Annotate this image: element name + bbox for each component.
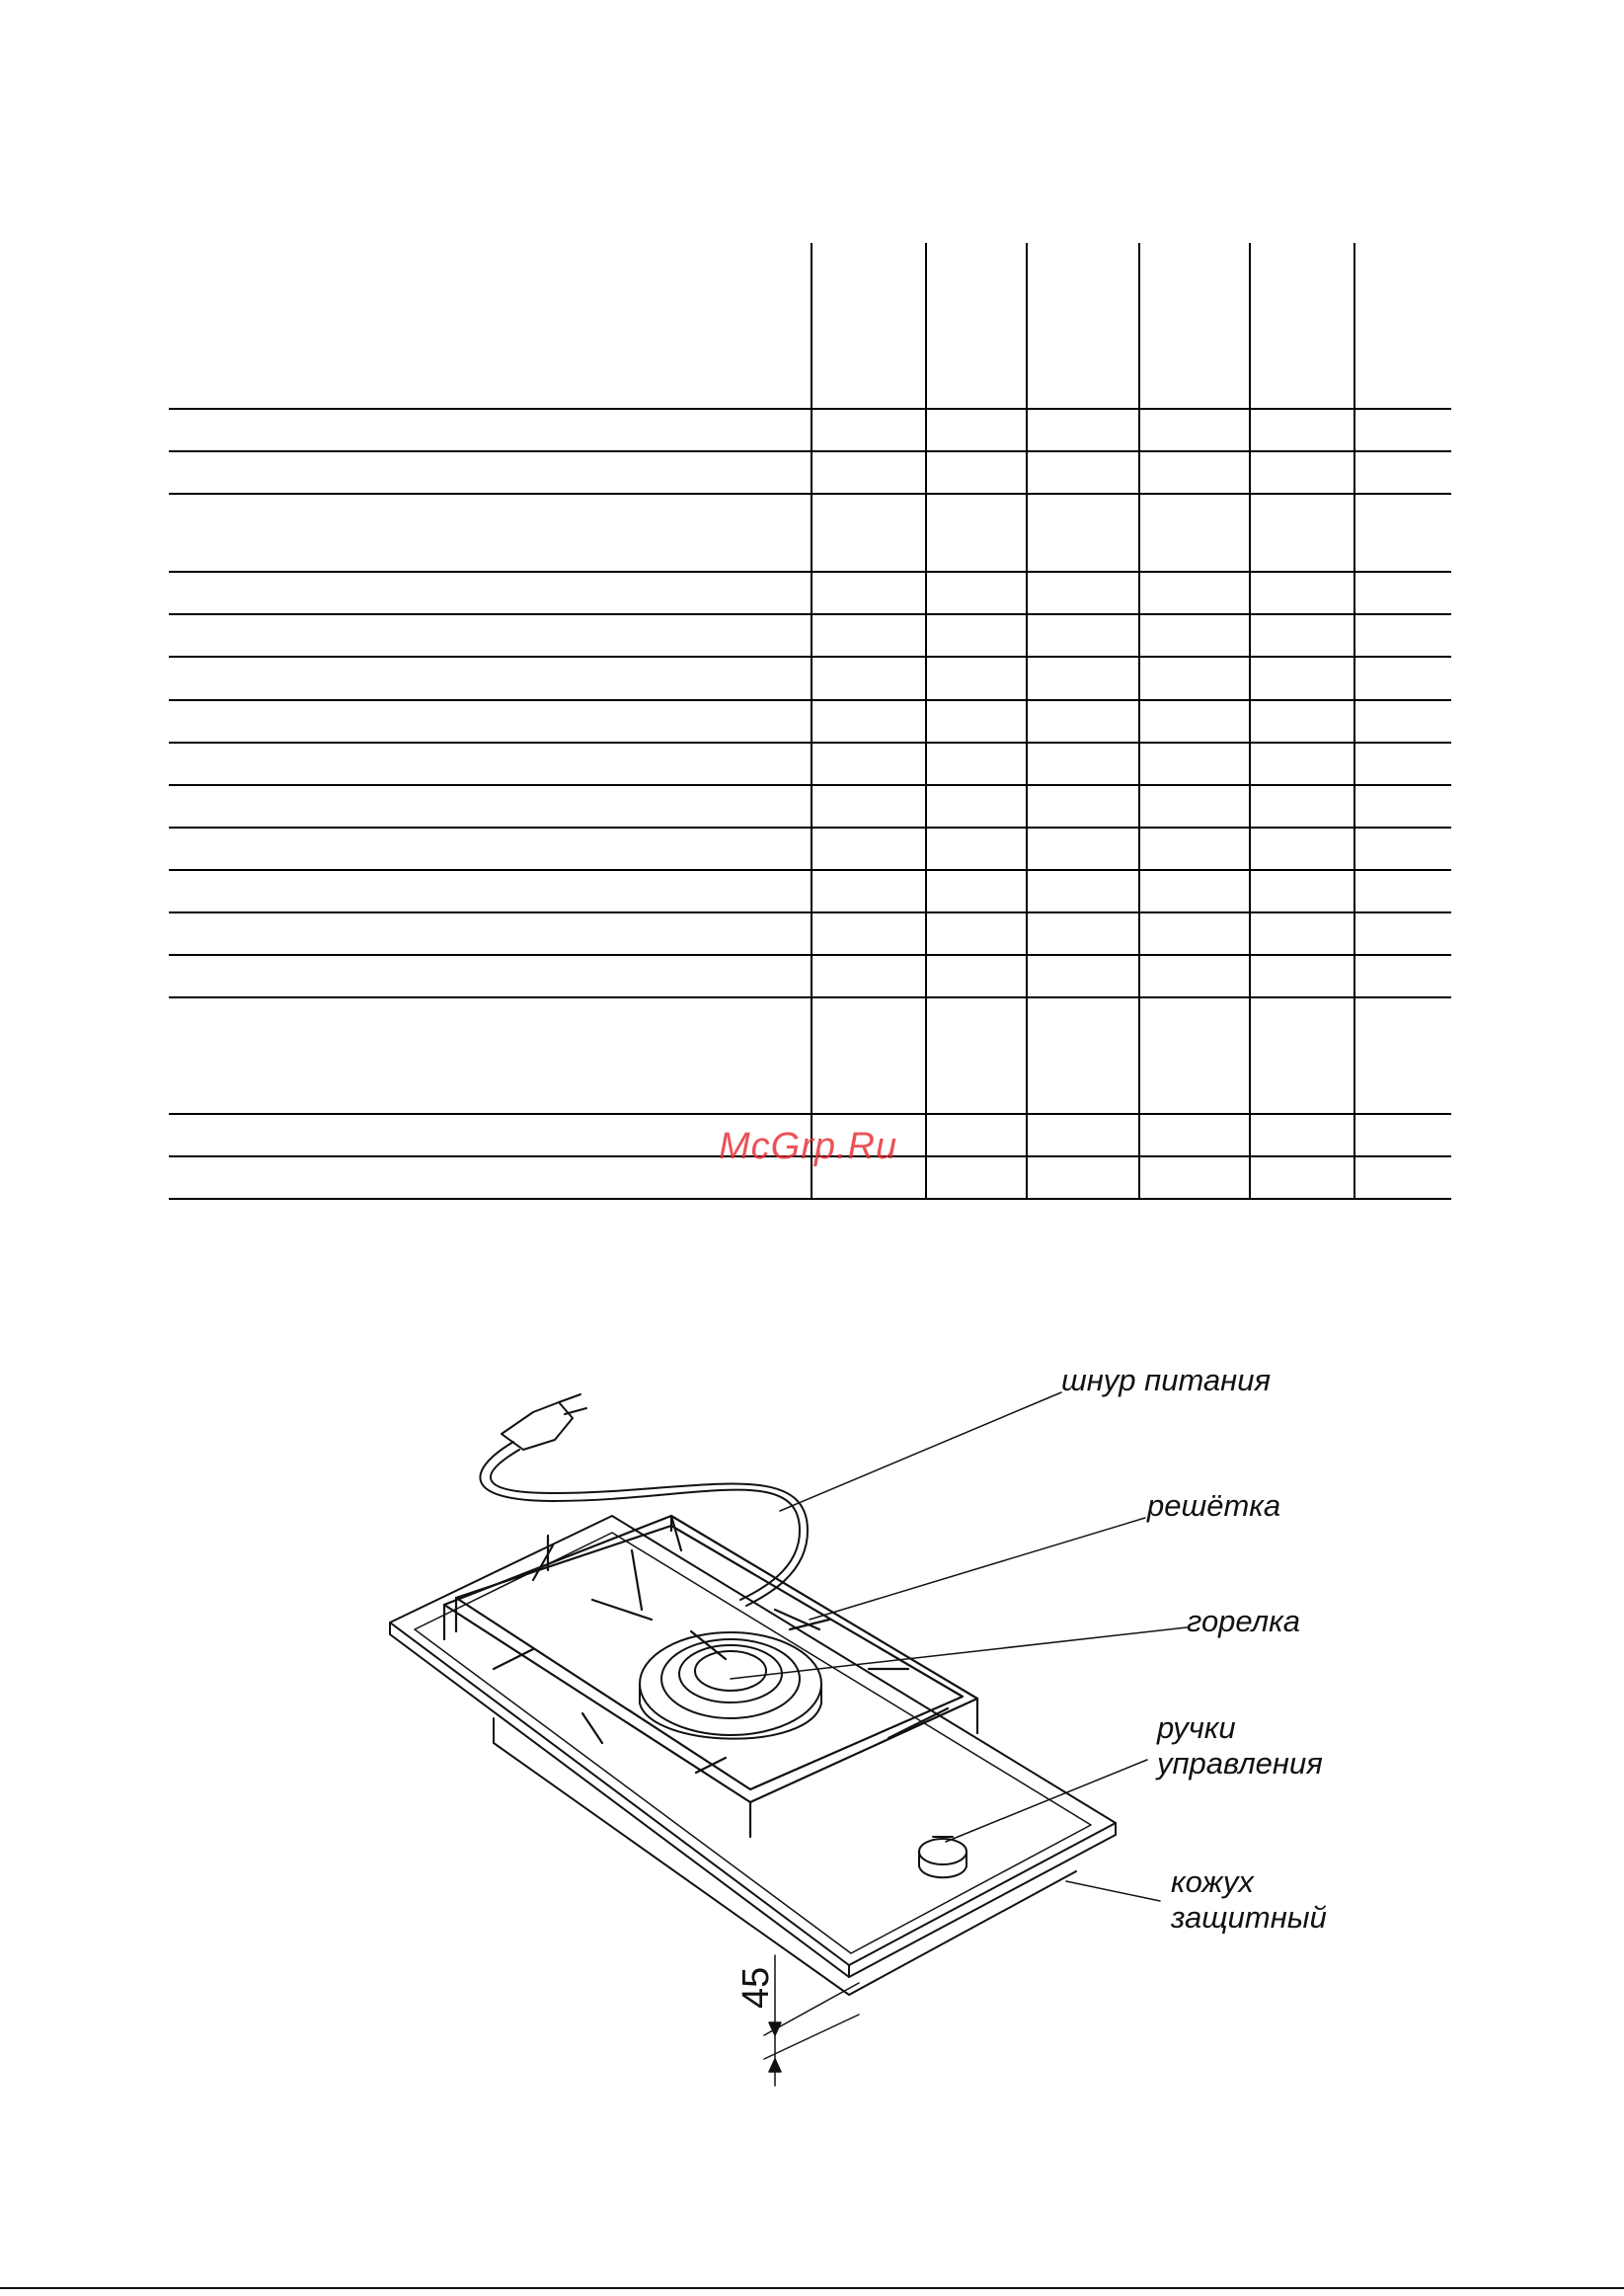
burner-label: горелка — [1187, 1604, 1300, 1638]
table-grid — [169, 243, 1451, 1199]
control-knob — [919, 1837, 967, 1877]
grate-label: решётка — [1147, 1488, 1281, 1523]
hob-plate — [390, 1516, 1116, 1995]
bottom-rule — [0, 2287, 1624, 2289]
hob-diagram — [0, 1284, 1624, 2153]
grate — [444, 1516, 977, 1837]
casing-label-line1: кожух — [1171, 1864, 1254, 1899]
power-cord-label: шнур питания — [1061, 1363, 1272, 1397]
watermark: McGrp.Ru — [719, 1126, 898, 1167]
controls-label-line2: управления — [1157, 1746, 1323, 1781]
dimension-value: 45 — [735, 1966, 777, 2009]
controls-label-line1: ручки — [1157, 1710, 1236, 1745]
burner — [640, 1632, 821, 1739]
casing-label-line2: защитный — [1171, 1900, 1327, 1935]
